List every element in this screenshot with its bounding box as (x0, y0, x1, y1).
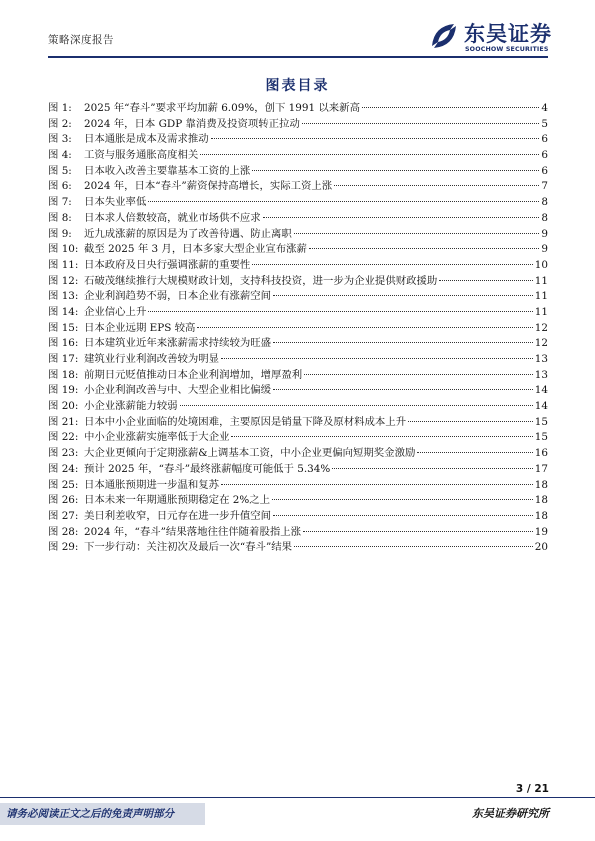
toc-entry[interactable] (48, 509, 548, 525)
toc-entry[interactable] (48, 211, 548, 227)
toc-entry-number: 图 1: (48, 102, 72, 114)
toc-entry[interactable] (48, 415, 548, 431)
toc-entry-number: 图 28: (48, 525, 79, 538)
logo-english-name: SOOCHOW SECURITIES (465, 46, 549, 53)
toc-entry-title[interactable]: 日本政府及日央行强调涨薪的重要性 (84, 258, 251, 271)
toc-entry-number: 图 4: (48, 149, 72, 162)
toc-entry[interactable] (48, 258, 548, 274)
toc-entry[interactable] (48, 101, 548, 117)
toc-leader-dots (148, 310, 532, 312)
toc-entry-page[interactable]: 6 (541, 149, 548, 162)
toc-entry[interactable] (48, 383, 548, 399)
toc-leader-dots (252, 169, 539, 171)
toc-entry-number: 图 27: (48, 509, 79, 522)
toc-entry-number: 图 11: (48, 258, 79, 271)
toc-entry-page[interactable]: 16 (534, 447, 548, 460)
toc-entry-title[interactable]: 企业信心上升 (84, 305, 147, 318)
toc-leader-dots (334, 184, 539, 186)
toc-entry-page[interactable]: 11 (534, 305, 548, 318)
toc-leader-dots (332, 467, 533, 469)
toc-entry-title[interactable]: 小企业涨薪能力较弱 (84, 400, 178, 413)
page-number: 3 / 21 (515, 783, 549, 795)
toc-entry-page[interactable]: 18 (534, 494, 548, 507)
toc-entry-title[interactable]: 前期日元贬值推动日本企业利润增加，增厚盈利 (84, 368, 303, 381)
toc-entry-title[interactable]: 美日利差收窄，日元存在进一步升值空间 (84, 509, 272, 522)
toc-entry-number: 图 13: (48, 290, 79, 303)
toc-entry[interactable] (48, 336, 548, 352)
toc-entry-page[interactable]: 10 (534, 258, 548, 271)
toc-entry-number: 图 5: (48, 164, 72, 177)
toc-entry[interactable] (48, 368, 548, 384)
toc-entry-page[interactable]: 15 (534, 431, 548, 444)
toc-leader-dots (263, 216, 540, 218)
toc-entry-title[interactable]: 下一步行动：关注初次及最后一次“春斗”结果 (84, 541, 293, 554)
logo-chinese-name: 东吴证券 (464, 22, 552, 46)
toc-entry[interactable] (48, 525, 548, 541)
toc-entry-title[interactable]: 石破茂继续推行大规模财政计划，支持科技投资，进一步为企业提供财政援助 (84, 274, 438, 287)
toc-entry-number: 图 18: (48, 368, 79, 381)
toc-entry[interactable] (48, 478, 548, 494)
toc-entry-title[interactable]: 2025 年“春斗”要求平均加薪 6.09%，创下 1991 以来新高 (84, 102, 360, 114)
toc-entry-page[interactable]: 13 (534, 353, 548, 365)
toc-entry-title[interactable]: 中小企业涨薪实施率低于大企业 (84, 431, 230, 444)
toc-entry[interactable] (48, 117, 548, 133)
toc-entry-number: 图 15: (48, 321, 79, 334)
toc-entry[interactable] (48, 289, 548, 305)
toc-entry-title[interactable]: 建筑业行业利润改善较为明显 (84, 353, 220, 365)
toc-entry-title[interactable]: 日本通胀是成本及需求推动 (84, 133, 209, 146)
toc-leader-dots (362, 106, 539, 108)
toc-entry-title[interactable]: 近九成涨薪的原因是为了改善待遇、防止离职 (84, 227, 292, 240)
toc-leader-dots (211, 137, 540, 139)
toc-entry-page[interactable]: 14 (534, 384, 548, 397)
toc-leader-dots (221, 483, 533, 485)
toc-entry-page[interactable]: 9 (541, 243, 548, 256)
toc-entry-page[interactable]: 15 (534, 415, 548, 428)
toc-entry-page[interactable]: 9 (541, 227, 548, 240)
toc-leader-dots (180, 404, 533, 406)
toc-entry-number: 图 29: (48, 541, 79, 554)
soochow-logo-icon (428, 20, 460, 52)
toc-entry[interactable] (48, 352, 548, 368)
toc-leader-dots (304, 373, 533, 375)
toc-entry-title[interactable]: 日本失业率低 (84, 196, 147, 209)
toc-entry-title[interactable]: 预计 2025 年，“春斗”最终涨薪幅度可能低于 5.34% (84, 462, 331, 475)
toc-entry[interactable] (48, 540, 548, 556)
toc-leader-dots (309, 247, 539, 249)
toc-entry-number: 图 17: (48, 353, 79, 365)
header-divider (48, 56, 548, 58)
toc-entry-number: 图 19: (48, 384, 79, 397)
toc-entry[interactable] (48, 195, 548, 211)
footer-divider (0, 797, 595, 798)
toc-leader-dots (273, 294, 533, 296)
toc-entry-number: 图 8: (48, 211, 72, 224)
toc-entry-page[interactable]: 17 (534, 462, 548, 475)
toc-entry-page[interactable]: 8 (541, 211, 548, 224)
toc-entry[interactable] (48, 399, 548, 415)
toc-leader-dots (273, 388, 533, 390)
toc-leader-dots (408, 420, 533, 422)
toc-entry-page[interactable]: 19 (534, 525, 548, 538)
toc-entry-page[interactable]: 18 (534, 478, 548, 491)
toc-entry-page[interactable]: 6 (541, 133, 548, 146)
toc-leader-dots (252, 263, 533, 265)
toc-entry-page[interactable]: 8 (541, 196, 548, 209)
toc-entry-number: 图 23: (48, 447, 79, 460)
toc-entry-number: 图 26: (48, 494, 79, 507)
toc-entry[interactable] (48, 493, 548, 509)
disclaimer-note: 请务必阅读正文之后的免责声明部分 (0, 803, 205, 825)
toc-leader-dots (273, 341, 533, 343)
toc-entry-page[interactable]: 11 (534, 274, 548, 287)
toc-entry-page[interactable]: 14 (534, 400, 548, 413)
toc-entry-number: 图 10: (48, 243, 79, 256)
toc-entry-number: 图 24: (48, 462, 79, 475)
toc-entry-number: 图 22: (48, 431, 79, 444)
toc-entry-page[interactable]: 5 (541, 117, 548, 130)
toc-leader-dots (231, 435, 532, 437)
institute-name: 东吴证券研究所 (472, 807, 549, 820)
toc-entry-title[interactable]: 2024 年，日本“春斗”薪资保持高增长，实际工资上涨 (84, 180, 333, 193)
toc-entry[interactable] (48, 227, 548, 243)
toc-leader-dots (294, 545, 533, 547)
toc-entry-page[interactable]: 7 (541, 180, 548, 193)
toc-entry-title[interactable]: 日本建筑业近年来涨薪需求持续较为旺盛 (84, 337, 272, 350)
toc-entry-number: 图 12: (48, 274, 79, 287)
toc-entry-number: 图 2: (48, 117, 72, 130)
toc-entry-number: 图 25: (48, 478, 79, 491)
toc-entry-title[interactable]: 日本求人倍数较高，就业市场供不应求 (84, 211, 261, 224)
toc-entry-title[interactable]: 日本企业远期 EPS 较高 (84, 321, 196, 334)
table-of-figures (48, 101, 548, 556)
toc-entry-number: 图 7: (48, 196, 72, 209)
toc-entry-title[interactable]: 大企业更倾向于定期涨薪&上调基本工资，中小企业更偏向短期奖金激励 (84, 447, 416, 460)
toc-leader-dots (303, 530, 533, 532)
toc-leader-dots (302, 122, 540, 124)
toc-entry[interactable] (48, 305, 548, 321)
toc-leader-dots (294, 232, 540, 234)
toc-entry[interactable] (48, 274, 548, 290)
toc-entry[interactable] (48, 242, 548, 258)
toc-entry-page[interactable]: 20 (534, 541, 548, 554)
company-logo (428, 18, 556, 58)
toc-entry[interactable] (48, 446, 548, 462)
toc-entry-title[interactable]: 2024 年，日本 GDP 靠消费及投资项转正拉动 (84, 117, 300, 130)
report-type-label: 策略深度报告 (48, 34, 114, 46)
toc-leader-dots (272, 498, 533, 500)
toc-entry-number: 图 14: (48, 305, 79, 318)
toc-entry-number: 图 16: (48, 337, 79, 350)
toc-entry-page[interactable]: 11 (534, 290, 548, 303)
toc-entry-number: 图 21: (48, 415, 79, 428)
toc-entry-title[interactable]: 日本通胀预期进一步温和复苏 (84, 478, 220, 491)
toc-leader-dots (439, 279, 532, 281)
toc-title: 图表目录 (265, 78, 330, 94)
toc-leader-dots (221, 357, 533, 359)
toc-entry-title[interactable]: 日本中小企业面临的处境困难，主要原因是销量下降及原材料成本上升 (84, 415, 407, 428)
toc-entry[interactable] (48, 148, 548, 164)
toc-entry-page[interactable]: 18 (534, 509, 548, 522)
toc-entry[interactable] (48, 430, 548, 446)
toc-leader-dots (273, 514, 533, 516)
toc-entry-page[interactable]: 12 (534, 337, 548, 350)
toc-entry[interactable] (48, 321, 548, 337)
toc-leader-dots (197, 326, 532, 328)
toc-entry-number: 图 3: (48, 133, 72, 146)
toc-entry-number: 图 20: (48, 400, 79, 413)
toc-leader-dots (148, 200, 539, 202)
toc-entry-page[interactable]: 12 (534, 321, 548, 334)
toc-entry-title[interactable]: 日本未来一年期通胀预期稳定在 2%之上 (84, 494, 271, 507)
toc-entry-title[interactable]: 工资与服务通胀高度相关 (84, 149, 199, 162)
toc-entry-title[interactable]: 2024 年，“春斗”结果落地往往伴随着股指上涨 (84, 525, 302, 538)
toc-leader-dots (200, 153, 539, 155)
toc-entry[interactable] (48, 132, 548, 148)
toc-entry[interactable] (48, 164, 548, 180)
toc-entry-title[interactable]: 截至 2025 年 3 月，日本多家大型企业宣布涨薪 (84, 243, 307, 256)
toc-entry[interactable] (48, 462, 548, 478)
toc-entry-title[interactable]: 小企业利润改善与中、大型企业相比偏缓 (84, 384, 272, 397)
toc-entry-page[interactable]: 6 (541, 164, 548, 177)
toc-entry-title[interactable]: 企业利润趋势不弱，日本企业有涨薪空间 (84, 290, 272, 303)
toc-entry-page[interactable]: 13 (534, 368, 548, 381)
toc-entry[interactable] (48, 179, 548, 195)
toc-entry-page[interactable]: 4 (541, 102, 548, 114)
toc-entry-number: 图 6: (48, 180, 72, 193)
toc-entry-title[interactable]: 日本收入改善主要靠基本工资的上涨 (84, 164, 251, 177)
toc-leader-dots (417, 451, 532, 453)
toc-entry-number: 图 9: (48, 227, 72, 240)
